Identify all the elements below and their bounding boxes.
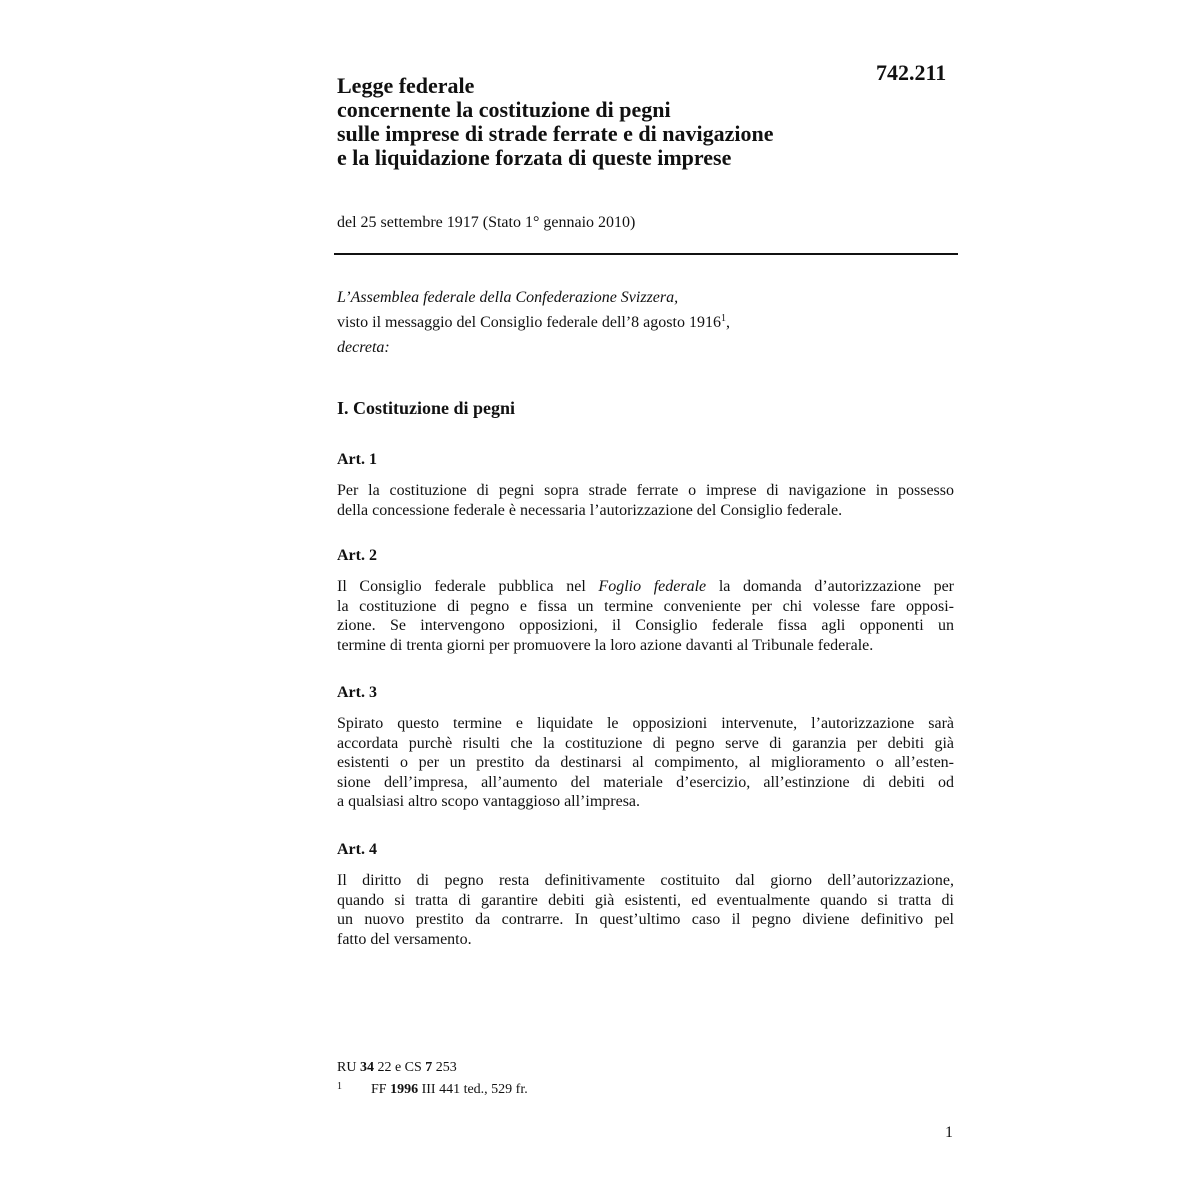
- law-title: [337, 74, 957, 170]
- article-body: [337, 481, 954, 520]
- article-line: Spirato questo termine e liquidate le opposizioni intervenute, l’autorizzazione sarà: [337, 715, 954, 732]
- law-title-line: Legge federale: [337, 73, 475, 98]
- article-4: [337, 840, 954, 949]
- article-line: a qualsiasi altro scopo vantaggioso all’impresa.: [337, 793, 641, 810]
- footnote-mark: 1: [337, 1081, 342, 1092]
- article-line: della concessione federale è necessaria l’autorizzazione del Consiglio federale.: [337, 501, 843, 519]
- foglio-federale-reference: Foglio federale: [598, 578, 707, 595]
- article-line: esistenti o per un prestito da destinarsi al compimento, al miglioramento o all’esten-: [337, 754, 954, 771]
- preamble-assembly: L’Assemblea federale della Confederazione Svizzera,: [337, 289, 679, 306]
- law-date: del 25 settembre 1917 (Stato 1° gennaio 2010): [337, 214, 636, 231]
- article-line: un nuovo prestito da contrarre. In quest’ultimo caso il pegno diviene definitivo pel: [337, 911, 954, 928]
- article-line: zione. Se intervengono opposizioni, il Consiglio federale fissa agli opponenti un: [337, 617, 954, 634]
- source-reference: [337, 1058, 528, 1077]
- chapter-title: I. Costituzione di pegni: [337, 398, 516, 418]
- law-title-line: e la liquidazione forzata di queste imprese: [337, 145, 732, 170]
- footnote-year: 1996: [390, 1082, 419, 1097]
- sr-number: 742.211: [876, 60, 947, 85]
- article-line: termine di trenta giorni per promuovere la loro azione davanti al Tribunale federale.: [337, 636, 874, 654]
- source-text: 22 e CS: [373, 1060, 426, 1075]
- article-2: [337, 546, 954, 655]
- source-volume: 34: [359, 1060, 374, 1075]
- footnote-reference: 1: [720, 313, 726, 324]
- preamble-message-tail: ,: [725, 314, 730, 331]
- article-body: [337, 714, 954, 812]
- footnote-text: III 441 ted., 529 fr.: [418, 1082, 528, 1097]
- preamble: [337, 285, 957, 360]
- article-title: Art. 1: [337, 451, 377, 468]
- preamble-message-text: visto il messaggio del Consiglio federale dell’8 agosto 1916: [337, 314, 721, 331]
- law-title-line: concernente la costituzione di pegni: [337, 97, 671, 122]
- preamble-decreta: decreta:: [337, 339, 390, 356]
- header-divider: [334, 253, 958, 255]
- article-line: quando si tratta di garantire debiti già esistenti, ed eventualmente quando si tratta di: [337, 891, 954, 909]
- article-1: [337, 450, 954, 520]
- article-line: Per la costituzione di pegni sopra strade ferrate o imprese di navigazione in possesso: [337, 482, 954, 499]
- article-line: accordata purchè risulti che la costituzione di pegno serve di garanzia per debiti già: [337, 734, 954, 752]
- source-text: RU: [337, 1060, 360, 1075]
- article-body: [337, 871, 954, 949]
- preamble-message: [337, 310, 957, 335]
- article-line: fatto del versamento.: [337, 930, 472, 948]
- article-title: Art. 4: [337, 841, 377, 858]
- article-text: la domanda d’autorizzazione per: [706, 578, 955, 595]
- footnote-text: FF: [371, 1082, 391, 1097]
- article-line: Il diritto di pegno resta definitivamente costituito dal giorno dell’autorizzazione,: [337, 872, 954, 889]
- page-number: 1: [945, 1124, 953, 1141]
- article-3: [337, 683, 954, 812]
- source-text: 253: [432, 1060, 457, 1075]
- article-title: Art. 2: [337, 547, 377, 564]
- article-title: Art. 3: [337, 684, 377, 701]
- footnote-1: [337, 1077, 528, 1099]
- article-line: [337, 577, 954, 597]
- article-text: Il Consiglio federale pubblica nel: [337, 578, 599, 595]
- article-line: sione dell’impresa, all’aumento del materiale d’esercizio, all’estinzione di debiti od: [337, 773, 954, 791]
- source-volume: 7: [425, 1060, 433, 1075]
- footnotes: [337, 1058, 528, 1099]
- law-title-line: sulle imprese di strade ferrate e di navigazione: [337, 121, 774, 146]
- article-line: la costituzione di pegno e fissa un termine conveniente per chi volesse fare opposi-: [337, 597, 954, 615]
- article-body: [337, 577, 954, 655]
